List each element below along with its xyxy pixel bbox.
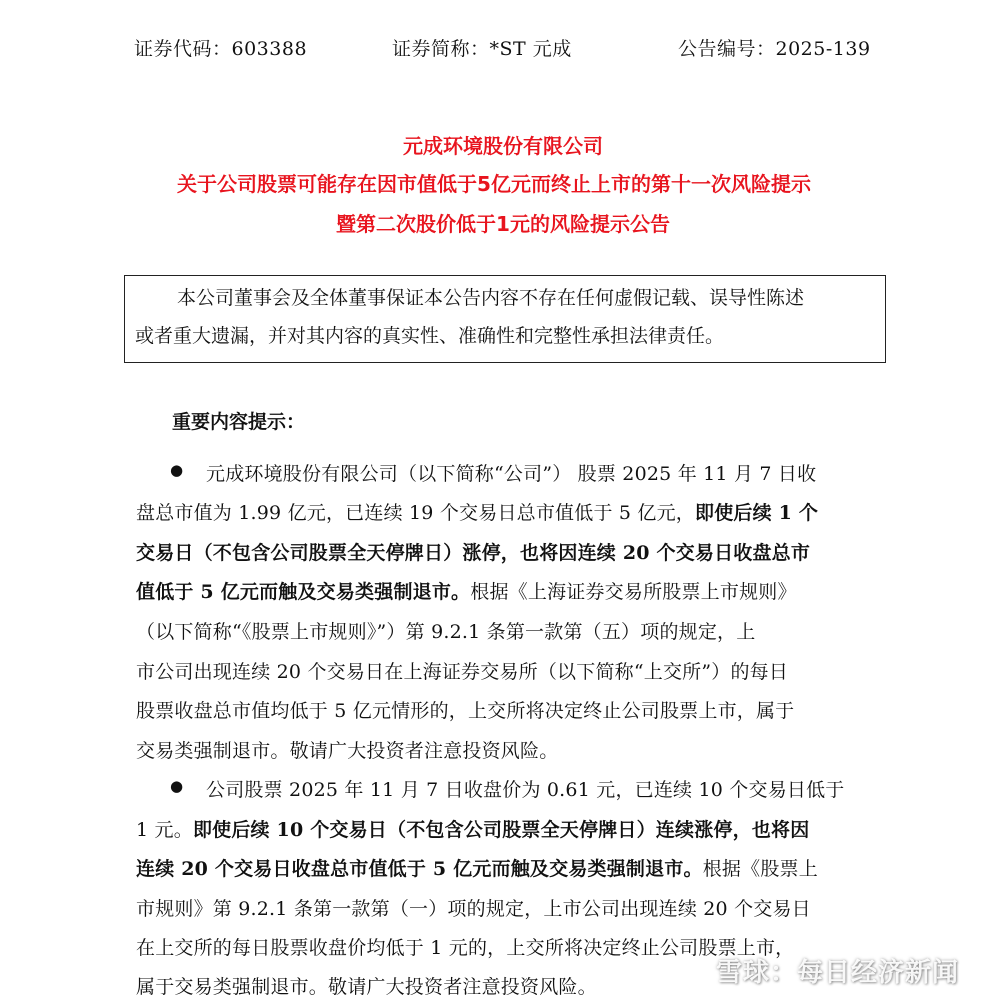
bullet-1-line-6: 市公司出现连续 20 个交易日在上海证券交易所（以下简称“上交所”）的每日 <box>136 661 789 683</box>
board-guarantee-box <box>124 275 886 363</box>
bullet-2-line-3-text: 根据《股票上 <box>702 858 818 880</box>
security-abbreviation: 证券简称：*ST 元成 <box>392 38 572 60</box>
bullet-2-line-2-text: 1 元。 <box>136 819 193 841</box>
security-code: 证券代码：603388 <box>134 38 308 60</box>
announcement-number: 公告编号：2025-139 <box>678 38 871 60</box>
bullet-2-line-2 <box>136 815 809 842</box>
bullet-1-line-8: 交易类强制退市。敬请广大投资者注意投资风险。 <box>136 740 559 762</box>
announcement-title-line-2: 关于公司股票可能存在因市值低于5亿元而终止上市的第十一次风险提示 <box>177 172 811 196</box>
bullet-2-line-3 <box>136 854 818 881</box>
bullet-1-line-2-bold: 即使后续 1 个 <box>695 502 819 524</box>
bullet-2-line-2-bold: 即使后续 10 个交易日（不包含公司股票全天停牌日）连续涨停，也将因 <box>192 819 810 841</box>
bullet-1-line-3: 交易日（不包含公司股票全天停牌日）涨停，也将因连续 20 个交易日收盘总市 <box>136 542 811 564</box>
bullet-1-line-2-text: 盘总市值为 1.99 亿元，已连续 19 个交易日总市值低于 5 亿元， <box>136 502 696 524</box>
bullet-2-line-1: 公司股票 2025 年 11 月 7 日收盘价为 0.61 元，已连续 10 个交易日低于 <box>206 779 845 801</box>
bullet-1-line-5: （以下简称“《股票上市规则》”）第 9.2.1 条第一款第（五）项的规定，上 <box>136 621 756 643</box>
bullet-1-line-7: 股票收盘总市值均低于 5 亿元情形的，上交所将决定终止公司股票上市，属于 <box>136 700 795 722</box>
bullet-icon: ● <box>170 777 184 795</box>
bullet-2-line-4: 市规则》第 9.2.1 条第一款第（一）项的规定，上市公司出现连续 20 个交易日 <box>136 898 811 920</box>
bullet-1-line-4-bold: 值低于 5 亿元而触及交易类强制退市。 <box>136 581 471 603</box>
bullet-1-line-1: 元成环境股份有限公司（以下简称“公司”） 股票 2025 年 11 月 7 日收 <box>206 463 817 485</box>
watermark-text: 雪球：每日经济新闻 <box>716 958 960 988</box>
bullet-2-line-3-bold: 连续 20 个交易日收盘总市值低于 5 亿元而触及交易类强制退市。 <box>136 858 703 880</box>
bullet-1-line-2 <box>136 498 818 525</box>
company-name-title: 元成环境股份有限公司 <box>403 134 603 158</box>
watermark <box>680 952 959 989</box>
key-points-heading: 重要内容提示： <box>172 411 306 433</box>
bullet-icon: ● <box>170 461 184 479</box>
guarantee-line-1: 本公司董事会及全体董事保证本公告内容不存在任何虚假记载、误导性陈述 <box>177 287 805 309</box>
bullet-1-line-4 <box>136 577 797 604</box>
bullet-1-line-4-text: 根据《上海证券交易所股票上市规则》 <box>470 581 797 603</box>
announcement-title-line-3: 暨第二次股价低于1元的风险提示公告 <box>336 212 670 236</box>
bullet-2-line-6: 属于交易类强制退市。敬请广大投资者注意投资风险。 <box>136 976 597 998</box>
snowball-logo-icon <box>680 956 710 986</box>
guarantee-line-2: 或者重大遗漏，并对其内容的真实性、准确性和完整性承担法律责任。 <box>135 325 725 347</box>
bullet-2-line-5: 在上交所的每日股票收盘价均低于 1 元的，上交所将决定终止公司股票上市， <box>136 937 795 959</box>
